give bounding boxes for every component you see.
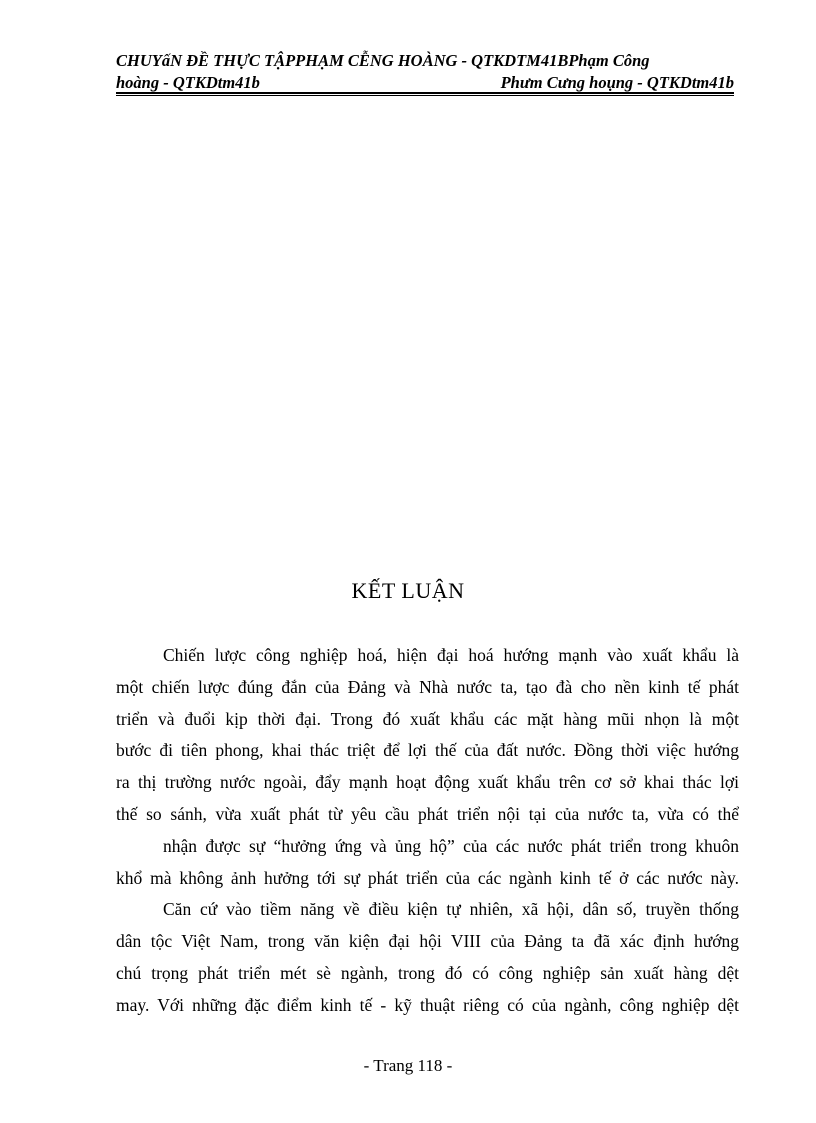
paragraph-3-line-3: chú trọng phát triển mét sè ngành, trong đó có công nghiệp sản xuất hàng dệt	[116, 962, 739, 983]
header-line-2	[116, 72, 734, 94]
running-header	[116, 50, 734, 94]
paragraph-1-line-6: thế so sánh, vừa xuất phát từ yêu cầu phát triển nội tại của nước ta, vừa có thể	[116, 803, 739, 824]
paragraph-1-line-5: ra thị trường nước ngoài, đẩy mạnh hoạt động xuất khẩu trên cơ sở khai thác lợi	[116, 772, 739, 793]
paragraph-1-line-3: triển và đuổi kịp thời đại. Trong đó xuất khẩu các mặt hàng mũi nhọn là một	[116, 708, 739, 729]
paragraph-1-line-1: Chiến lược công nghiệp hoá, hiện đại hoá hướng mạnh vào xuất khẩu là	[163, 645, 739, 665]
paragraph-2-line-1: nhận được sự “hưởng ứng và ủng hộ” của các nước phát triển trong khuôn	[163, 835, 739, 856]
body-text	[116, 640, 739, 1022]
paragraph-3-line-2: dân tộc Việt Nam, trong văn kiện đại hội VIII của Đảng ta đã xác định hướng	[116, 931, 739, 952]
paragraph-1-line-2: một chiến lược đúng đắn của Đảng và Nhà nước ta, tạo đà cho nền kinh tế phát	[116, 676, 739, 697]
page-number: - Trang 118 -	[363, 1056, 453, 1075]
paragraph-3-line-4: may. Với những đặc điểm kinh tế - kỹ thuật riêng có của ngành, công nghiệp dệt	[116, 994, 739, 1015]
header-line-2-left: hoàng - QTKDtm41b	[116, 73, 260, 92]
paragraph-1-line-4: bước đi tiên phong, khai thác triệt để lợi thế của đất nước. Đồng thời việc hướng	[116, 740, 739, 761]
header-line-1: CHUYấN ĐỀ THỰC TẬPPHẠM CỄNG HOÀNG - QTKDTM41BPhạm Công	[116, 51, 650, 70]
header-divider	[116, 92, 734, 96]
paragraph-3-line-1: Căn cứ vào tiềm năng về điều kiện tự nhiên, xã hội, dân số, truyền thống	[163, 899, 739, 920]
section-heading: KẾT LUẬN	[351, 578, 465, 603]
header-line-2-right: Phưm Cưng hoụng - QTKDtm41b	[500, 73, 734, 92]
paragraph-2-line-2: khổ mà không ảnh hưởng tới sự phát triển của các ngành kinh tế ở các nước này.	[116, 867, 739, 888]
